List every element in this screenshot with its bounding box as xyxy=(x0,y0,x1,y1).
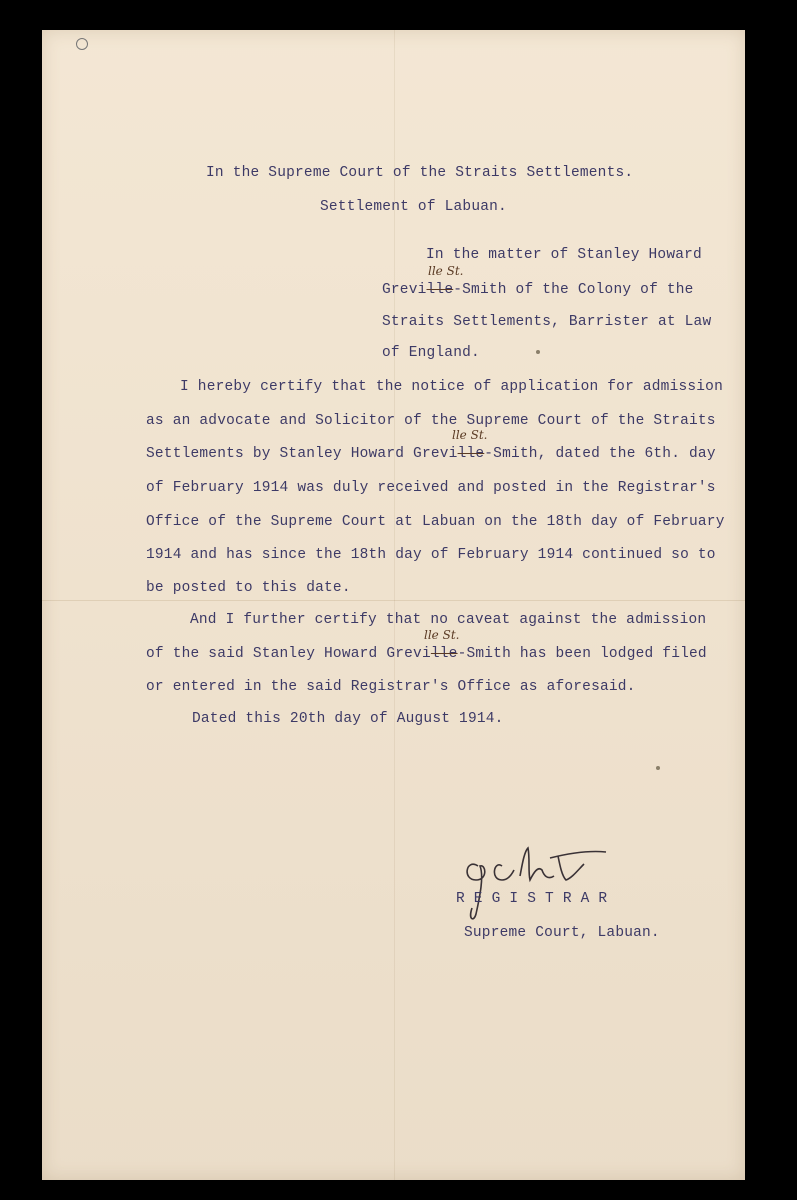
struck-text: lle xyxy=(457,446,485,462)
paragraph-1-line: Office of the Supreme Court at Labuan on the 18th day of February xyxy=(146,514,725,530)
paper-speck xyxy=(536,350,540,354)
registrar-signature xyxy=(458,836,618,926)
handwritten-correction: lle St. xyxy=(428,264,464,278)
struck-text: lle xyxy=(426,282,454,298)
handwritten-correction: lle St. xyxy=(424,628,460,642)
paper-speck xyxy=(656,766,660,770)
court-location: Supreme Court, Labuan. xyxy=(464,925,660,941)
paragraph-2-line: or entered in the said Registrar's Office as aforesaid. xyxy=(146,679,636,695)
matter-line-2: Greville-Smith of the Colony of the xyxy=(382,282,694,298)
court-heading: In the Supreme Court of the Straits Settlements. xyxy=(206,165,634,181)
paragraph-1-line: 1914 and has since the 18th day of February 1914 continued so to xyxy=(146,547,716,563)
paragraph-1-line: I hereby certify that the notice of application for admission xyxy=(180,379,723,395)
paragraph-2-line: And I further certify that no caveat against the admission xyxy=(190,612,707,628)
paragraph-1-line: be posted to this date. xyxy=(146,580,351,596)
dated-line: Dated this 20th day of August 1914. xyxy=(192,711,504,727)
punch-hole-mark xyxy=(76,38,88,50)
paragraph-2-line: of the said Stanley Howard Greville-Smith has been lodged filed xyxy=(146,646,707,662)
matter-line-4: of England. xyxy=(382,345,480,361)
matter-line-1: In the matter of Stanley Howard xyxy=(426,247,702,263)
registrar-title: R E G I S T R A R xyxy=(456,891,608,907)
struck-text: lle xyxy=(430,646,458,662)
matter-line-3: Straits Settlements, Barrister at Law xyxy=(382,314,712,330)
handwritten-correction: lle St. xyxy=(452,428,488,442)
paragraph-1-line: as an advocate and Solicitor of the Supreme Court of the Straits xyxy=(146,413,716,429)
paragraph-1-line: Settlements by Stanley Howard Greville-Smith, dated the 6th. day xyxy=(146,446,716,462)
settlement-heading: Settlement of Labuan. xyxy=(320,199,507,215)
paragraph-1-line: of February 1914 was duly received and posted in the Registrar's xyxy=(146,480,716,496)
